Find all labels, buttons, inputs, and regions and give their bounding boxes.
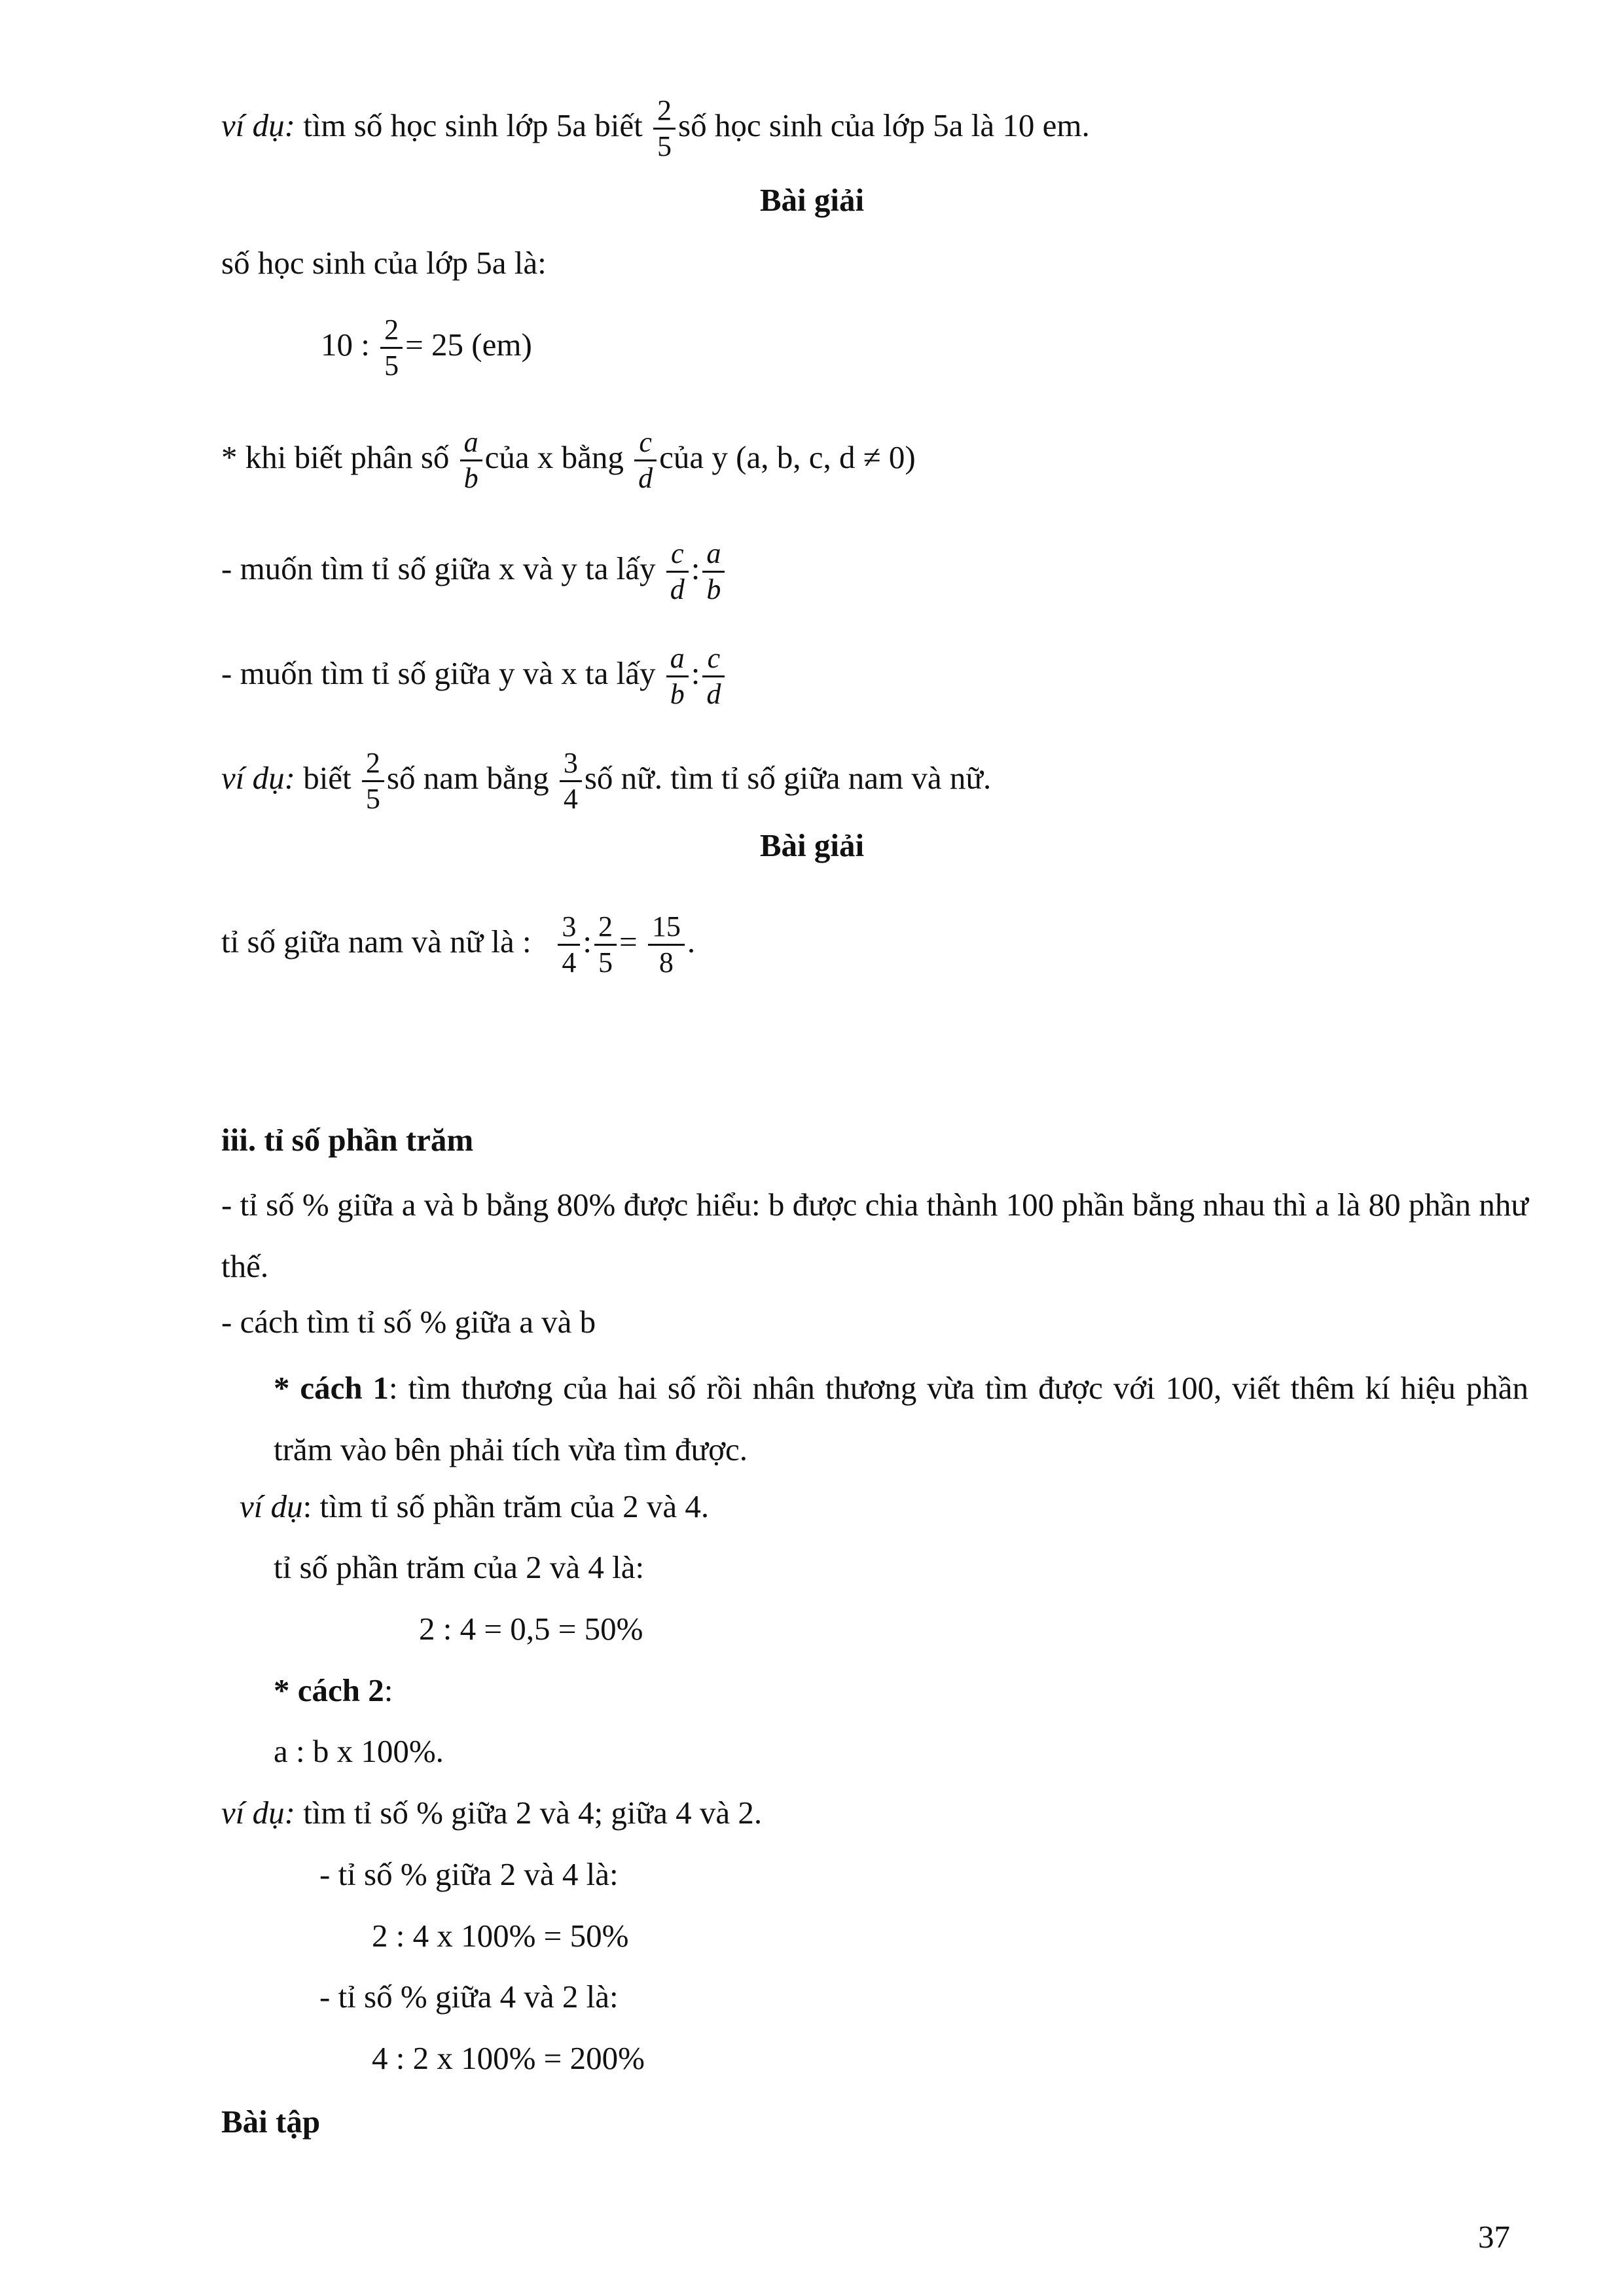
page-number: 37 <box>1478 2219 1510 2255</box>
solution-title-2: Bài giải <box>759 827 865 863</box>
fraction: $\frac{a}{b}$ <box>702 537 725 607</box>
fraction: $\frac{c}{d}$ <box>634 425 657 495</box>
section-heading: iii. tỉ số phần trăm <box>221 1122 474 1158</box>
method-2-formula: a : b x 100%. <box>274 1733 444 1769</box>
example-4-calc-2: 4 : 2 x 100% = 200% <box>372 2040 645 2076</box>
rule-y-x: - muốn tìm tỉ số giữa y và x ta lấy $\frac{a}{b}$ : $\frac{c}{d}$ <box>221 641 727 711</box>
ratio-solution: tỉ số giữa nam và nữ là : $\frac{3}{4}$ : $\frac{2}{5}$ = $\frac{15}{8}$ . <box>221 910 696 978</box>
fraction: $\frac{a}{b}$ <box>666 641 689 711</box>
method-2-label: * cách 2 <box>274 1672 384 1708</box>
fraction: $\frac{c}{d}$ <box>666 537 689 607</box>
fraction: $\frac{3}{4}$ <box>558 910 580 980</box>
example-4-calc-1: 2 : 4 x 100% = 50% <box>372 1918 629 1954</box>
fraction: $\frac{a}{b}$ <box>460 425 482 495</box>
example-label: ví dụ: <box>221 759 295 796</box>
fraction: $\frac{15}{8}$ <box>648 910 685 980</box>
exercises-heading: Bài tập <box>221 2104 321 2140</box>
example-2: ví dụ: biết $\frac{2}{5}$ số nam bằng $\frac{3}{4}$ số nữ. tìm tỉ số giữa nam và nữ. <box>221 747 992 815</box>
fraction: $\frac{c}{d}$ <box>702 641 725 711</box>
example-3-line: tỉ số phần trăm của 2 và 4 là: <box>274 1549 645 1585</box>
example-4-line-1: - tỉ số % giữa 2 và 4 là: <box>319 1856 619 1892</box>
fraction: $\frac{3}{4}$ <box>560 746 582 816</box>
fraction: $\frac{2}{5}$ <box>380 313 403 383</box>
example-3-calc: 2 : 4 = 0,5 = 50% <box>419 1611 643 1647</box>
method-1-label: * cách 1 <box>274 1370 389 1406</box>
solution-line: số học sinh của lớp 5a là: <box>221 245 547 281</box>
definition-paragraph: - tỉ số % giữa a và b bằng 80% được hiểu: b được chia thành 100 phần bằng nhau thì a là 80 phần như thế. <box>221 1187 1528 1284</box>
example-1: ví dụ: tìm số học sinh lớp 5a biết $\frac{2}{5}$ số học sinh của lớp 5a là 10 em. <box>221 94 1090 162</box>
example-3: ví dụ: tìm tỉ số phần trăm của 2 và 4. <box>240 1488 710 1524</box>
rule-statement: * khi biết phân số $\frac{a}{b}$ của x bằng $\frac{c}{d}$ của y (a, b, c, d ≠ 0) <box>221 426 916 494</box>
example-4: ví dụ: tìm tỉ số % giữa 2 và 4; giữa 4 và 2. <box>221 1795 763 1831</box>
example-4-line-2: - tỉ số % giữa 4 và 2 là: <box>319 1979 619 2015</box>
method-2: * cách 2: <box>274 1672 393 1708</box>
fraction: $\frac{2}{5}$ <box>362 746 384 816</box>
rule-x-y: - muốn tìm tỉ số giữa x và y ta lấy $\frac{c}{d}$ : $\frac{a}{b}$ <box>221 537 727 607</box>
fraction: $\frac{2}{5}$ <box>594 910 617 980</box>
solution-title: Bài giải <box>759 182 865 218</box>
example-label: ví dụ <box>240 1488 303 1524</box>
example-label: ví dụ: <box>221 107 295 143</box>
fraction: $\frac{2}{5}$ <box>653 94 676 164</box>
example-label: ví dụ: <box>221 1795 295 1831</box>
method-1-paragraph: * cách 1: tìm thương của hai số rồi nhân thương vừa tìm được với 100, viết thêm kí hiệu phần trăm vào bên phải tích vừa tìm được. <box>274 1370 1529 1467</box>
howto-line: - cách tìm tỉ số % giữa a và b <box>221 1304 596 1340</box>
solution-calc: 10 : $\frac{2}{5}$ = 25 (em) <box>321 314 532 382</box>
